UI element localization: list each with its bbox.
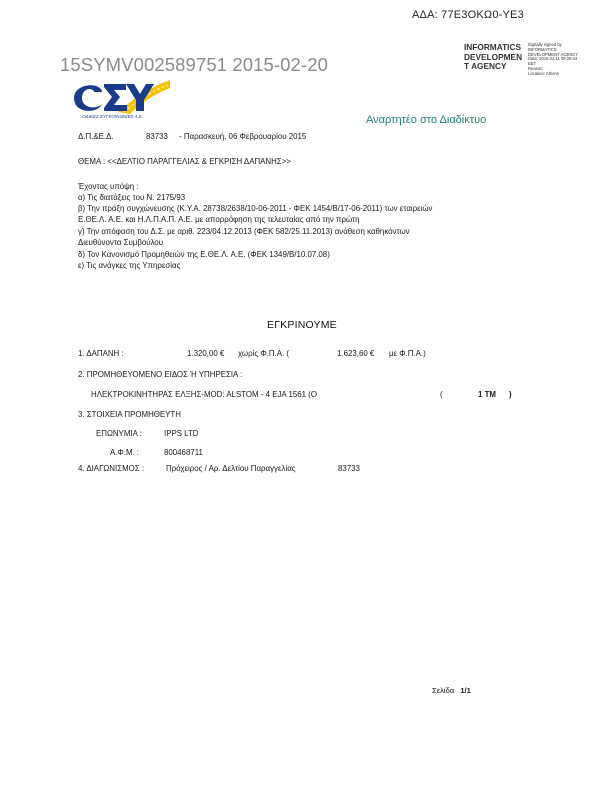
consideration-c-line1: γ) Την απόφαση του Δ.Σ. με αριθ. 223/04.12.2013 (ΦΕΚ 582/25.11.2013) ανάθεση καθηκόντων bbox=[78, 227, 410, 236]
signature-line-5: EET bbox=[528, 61, 537, 67]
expense-net: 1.320,00 € bbox=[187, 349, 225, 358]
product-qty-close: ) bbox=[509, 390, 512, 399]
signature-line-7: Location: Athens bbox=[528, 70, 559, 76]
agency-line-3: T AGENCY bbox=[464, 61, 507, 72]
supplier-afm-label: Α.Φ.Μ. : bbox=[110, 448, 140, 457]
signature-line-2: INFORMATICS bbox=[528, 46, 557, 52]
page-label: Σελίδα bbox=[432, 686, 455, 695]
logo-subtitle: ΟΔΙΚΕΣ ΣΥΓΚΟΙΝΩΝΙΕΣ Α.Ε. bbox=[82, 114, 144, 119]
ref-number: 83733 bbox=[146, 132, 168, 141]
consideration-d: δ) Τον Κανονισμό Προμηθειών της Ε.ΘΕ.Λ. Α.Ε. (ΦΕΚ 1349/Β/10.07.08) bbox=[78, 250, 330, 259]
expense-gross: 1.623,60 € bbox=[337, 349, 375, 358]
product-description: ΗΛΕΚΤΡΟΚΙΝΗΤΗΡΑΣ ΕΛΞΗΣ-MOD: ALSTOM - 4 EJA 1561 (Ο bbox=[91, 390, 317, 399]
signature-line-4: Date: 2015.02.11 09:28:44 bbox=[528, 56, 578, 62]
supplier-label: 3. ΣΤΟΙΧΕΙΑ ΠΡΟΜΗΘΕΥΤΗ bbox=[78, 410, 181, 419]
signature-line-3: DEVELOPMENT AGENCY bbox=[528, 51, 579, 57]
considerations-intro: Έχοντας υπόψη : bbox=[78, 182, 139, 191]
ref-date: - Παρασκευή, 06 Φεβρουαρίου 2015 bbox=[179, 132, 307, 141]
consideration-a: α) Τις διατάξεις του Ν. 2175/93 bbox=[78, 193, 186, 202]
agency-line-2: DEVELOPMEN bbox=[464, 51, 523, 62]
document-id: 15SYMV002589751 2015-02-20 bbox=[60, 54, 328, 75]
page-number bbox=[432, 686, 471, 695]
posted-notice: Αναρτητέο στο Διαδίκτυο bbox=[366, 114, 487, 126]
supplier-name-value: IPPS LTD bbox=[164, 429, 199, 438]
expense-gross-suffix: με Φ.Π.Α.) bbox=[389, 349, 426, 358]
agency-line-1: INFORMATICS bbox=[464, 42, 521, 52]
consideration-b-line1: β) Την πράξη συγχώνευσης (Κ.Υ.Α. 28738/2638/10-06-2011 - ΦΕΚ 1454/Β/17-06-2011) των εταιρειών bbox=[78, 204, 433, 213]
consideration-e: ε) Τις ανάγκες της Υπηρεσίας bbox=[78, 261, 181, 270]
supplier-name-label: ΕΠΩΝΥΜΙΑ : bbox=[96, 429, 142, 438]
ref-label: Δ.Π.&Ε.Δ. bbox=[78, 132, 114, 141]
product-quantity: 1 ΤΜ bbox=[478, 390, 496, 399]
approve-title: ΕΓΚΡΙΝΟΥΜΕ bbox=[267, 319, 337, 331]
product-qty-open: ( bbox=[440, 390, 443, 399]
product-label: 2. ΠΡΟΜΗΘΕΥΟΜΕΝΟ ΕΙΔΟΣ Ή ΥΠΗΡΕΣΙΑ : bbox=[78, 370, 243, 379]
agency-name bbox=[464, 43, 522, 72]
ada-code: ΑΔΑ: 77Ε3ΟΚΩ0-ΥΕ3 bbox=[412, 9, 524, 21]
page-value: 1/1 bbox=[460, 686, 471, 695]
expense-label: 1. ΔΑΠΑΝΗ : bbox=[78, 349, 124, 358]
consideration-b-line2: Ε.ΘΕ.Λ. Α.Ε. και Η.Λ.Π.Α.Π. Α.Ε. με απορρόφηση της τελευταίας από την πρώτη bbox=[78, 215, 360, 224]
signature-line-6: Reason: bbox=[528, 65, 544, 71]
consideration-c-line2: Διευθύνοντα Συμβούλου bbox=[78, 238, 164, 247]
subject: ΘΕΜΑ : <<ΔΕΛΤΙΟ ΠΑΡΑΓΓΕΛΙΑΣ & ΕΓΚΡΙΣΗ ΔΑΠΑΝΗΣ>> bbox=[78, 157, 291, 166]
tender-value: Πρόχειρος / Αρ. Δελτίου Παραγγελίας bbox=[166, 464, 296, 473]
digital-signature bbox=[528, 43, 598, 77]
signature-line-1: Digitally signed by bbox=[528, 42, 562, 47]
supplier-afm-value: 800468711 bbox=[164, 448, 203, 457]
tender-number: 83733 bbox=[338, 464, 360, 473]
expense-net-suffix: χωρίς Φ.Π.Α. ( bbox=[238, 349, 289, 358]
tender-label: 4. ΔΙΑΓΩΝΙΣΜΟΣ : bbox=[78, 464, 145, 473]
